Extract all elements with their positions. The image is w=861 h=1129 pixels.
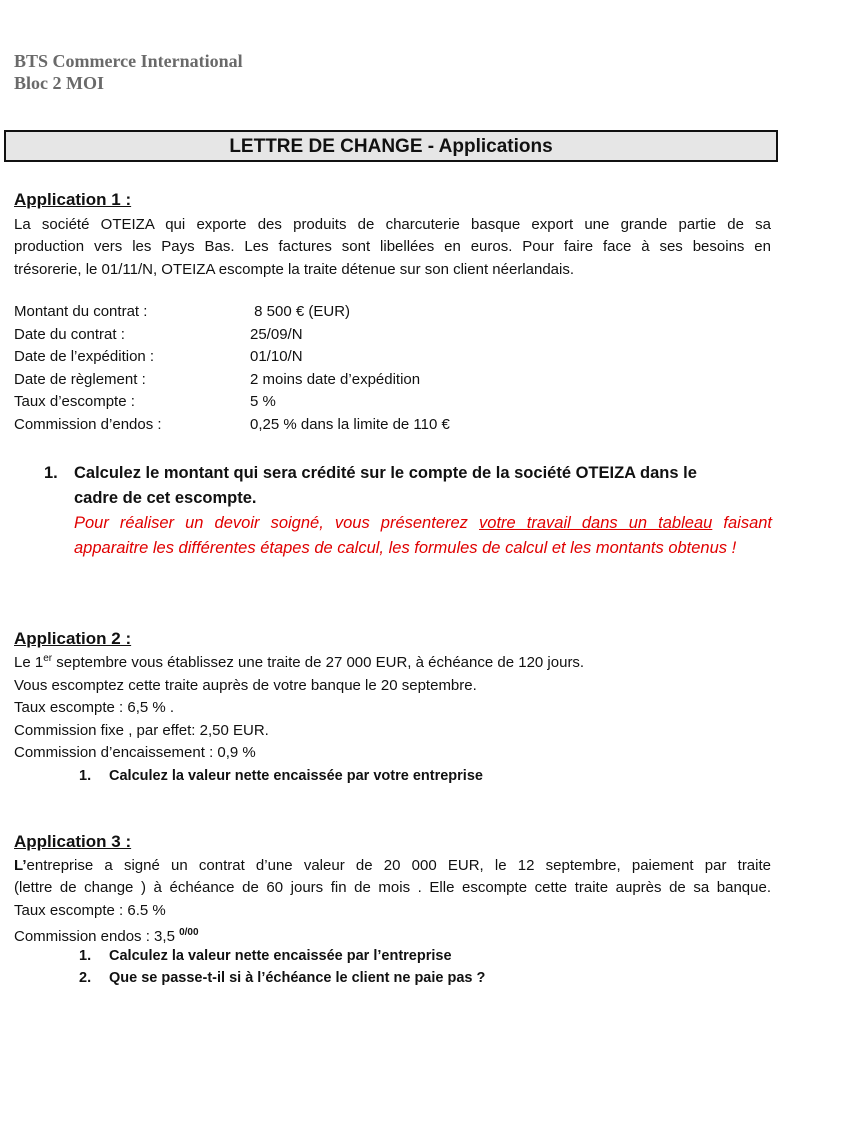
app2-line-5: Commission d’encaissement : 0,9 % xyxy=(14,744,256,761)
app3-line-1-text: entreprise a signé un contrat d’une valeur de 20 000 EUR, le 12 septembre, paiement par traite xyxy=(26,857,771,874)
field-value: 8 500 € (EUR) xyxy=(250,303,351,320)
app2-line-2: Vous escomptez cette traite auprès de votre banque le 20 septembre. xyxy=(14,677,477,694)
question-number: 1. xyxy=(79,768,92,784)
app2-line-4: Commission fixe , par effet: 2,50 EUR. xyxy=(14,722,269,739)
app2-heading: Application 2 : xyxy=(14,629,132,648)
page-title: LETTRE DE CHANGE - Applications xyxy=(4,130,778,162)
question-text: Calculez la valeur nette encaissée par l’entreprise xyxy=(109,948,452,964)
app2-question-1 xyxy=(79,765,483,787)
field-value: 5 % xyxy=(250,393,276,410)
question-line-2: cadre de cet escompte. xyxy=(74,489,257,507)
note-part-b: faisant apparaitre les différentes étapes de calcul, les formules de calcul et les montants obtenus ! xyxy=(74,514,773,557)
app1-field-row xyxy=(14,346,303,369)
field-label: Montant du contrat : xyxy=(14,303,148,320)
note-part-a: Pour réaliser un devoir soigné, vous présenterez xyxy=(74,514,480,532)
app1-field-row xyxy=(14,369,420,392)
app1-heading: Application 1 : xyxy=(14,190,132,209)
note-underlined: votre travail dans un tableau xyxy=(479,514,713,532)
question-number: 2. xyxy=(79,970,92,986)
question-number: 1. xyxy=(44,464,58,482)
app2-line-1-b: septembre vous établissez une traite de 27 000 EUR, à échéance de 120 jours. xyxy=(52,654,585,671)
field-label: Taux d’escompte : xyxy=(14,393,135,410)
app3-line-1-bold: L’ xyxy=(14,857,27,874)
app2-line-1 xyxy=(14,652,584,675)
question-line-1: Calculez le montant qui sera crédité sur le compte de la société OTEIZA dans le xyxy=(74,464,697,482)
app1-instruction-note xyxy=(74,511,772,561)
header-line-2: Bloc 2 MOI xyxy=(14,73,104,93)
permil-sign: 0/00 xyxy=(179,927,199,938)
app2-line-1-sup: er xyxy=(43,653,53,664)
field-value: 2 moins date d’expédition xyxy=(250,371,421,388)
app3-line-1 xyxy=(14,855,771,878)
app1-field-row xyxy=(14,301,350,324)
field-value: 01/10/N xyxy=(250,348,303,365)
app1-field-row xyxy=(14,391,276,414)
question-text: Calculez la valeur nette encaissée par votre entreprise xyxy=(109,768,483,784)
app1-question-1 xyxy=(44,461,772,511)
app2-line-1-a: Le 1 xyxy=(14,654,44,671)
app1-field-row xyxy=(14,324,303,347)
field-label: Date de règlement : xyxy=(14,371,146,388)
app3-heading: Application 3 : xyxy=(14,832,132,851)
field-value: 0,25 % dans la limite de 110 € xyxy=(250,416,450,433)
question-number: 1. xyxy=(79,948,92,964)
field-value: 25/09/N xyxy=(250,326,303,343)
app3-question-2 xyxy=(79,967,485,989)
document-header xyxy=(14,50,243,94)
app1-text-line-1: La société OTEIZA qui exporte des produits de charcuterie basque export une grande partie de sa xyxy=(14,216,771,233)
app3-question-1 xyxy=(79,945,452,967)
field-label: Date du contrat : xyxy=(14,326,125,343)
header-line-1: BTS Commerce International xyxy=(14,51,243,71)
app2-line-3: Taux escompte : 6,5 % . xyxy=(14,699,175,716)
question-text: Que se passe-t-il si à l’échéance le client ne paie pas ? xyxy=(109,970,486,986)
app3-line-2: (lettre de change ) à échéance de 60 jours fin de mois . Elle escompte cette traite auprès de sa banque. xyxy=(14,879,771,896)
app1-text-line-3: trésorerie, le 01/11/N, OTEIZA escompte la traite détenue sur son client néerlandais. xyxy=(14,261,575,278)
field-label: Commission d’endos : xyxy=(14,416,162,433)
field-label: Date de l’expédition : xyxy=(14,348,155,365)
app3-line-3: Taux escompte : 6.5 % xyxy=(14,902,166,919)
app3-line-4-text: Commission endos : 3,5 xyxy=(14,928,180,945)
app1-text-line-2: production vers les Pays Bas. Les factures sont libellées en euros. Pour faire face à ses besoins en xyxy=(14,238,771,255)
app1-field-row xyxy=(14,414,450,437)
